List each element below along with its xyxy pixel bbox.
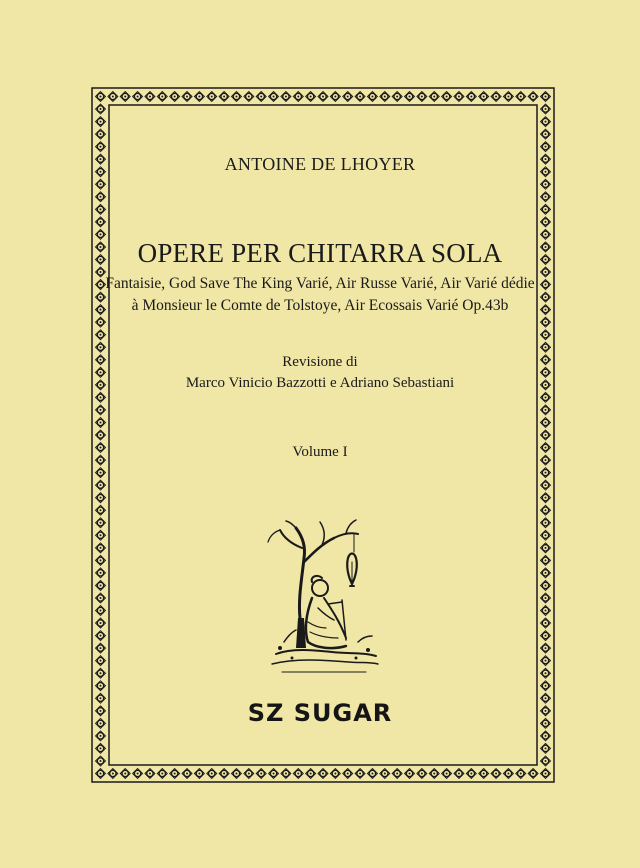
border-ornament-dot [371, 773, 373, 775]
border-ornament-dot [100, 534, 102, 536]
border-ornament-dot [545, 697, 547, 699]
border-ornament-dot [100, 133, 102, 135]
border-ornament-dot [347, 96, 349, 98]
border-ornament-dot [545, 396, 547, 398]
border-ornament-dot [100, 121, 102, 123]
border-ornament-dot [545, 133, 547, 135]
border-ornament-dot [310, 96, 312, 98]
border-ornament-dot [545, 447, 547, 449]
border-ornament-dot [545, 584, 547, 586]
border-ornament-dot [520, 96, 522, 98]
border-ornament-dot [100, 346, 102, 348]
border-ornament-dot [545, 271, 547, 273]
border-ornament-dot [433, 773, 435, 775]
border-ornament-dot [100, 760, 102, 762]
border-ornament-dot [545, 146, 547, 148]
border-ornament-dot [100, 584, 102, 586]
border-ornament-dot [100, 735, 102, 737]
border-ornament-dot [100, 773, 102, 775]
border-ornament-dot [545, 334, 547, 336]
border-ornament-dot [235, 773, 237, 775]
border-ornament-dot [161, 96, 163, 98]
author-name: ANTOINE DE LHOYER [224, 154, 416, 174]
border-ornament-dot [384, 773, 386, 775]
border-ornament-dot [359, 773, 361, 775]
border-ornament-dot [100, 421, 102, 423]
volume-label: Volume I [292, 444, 348, 460]
border-ornament-dot [174, 96, 176, 98]
border-ornament-dot [100, 509, 102, 511]
border-ornament-dot [545, 108, 547, 110]
border-ornament-dot [495, 773, 497, 775]
border-ornament-dot [211, 773, 213, 775]
border-ornament-dot [186, 96, 188, 98]
border-ornament-dot [545, 171, 547, 173]
border-ornament-dot [470, 773, 472, 775]
border-ornament-dot [421, 96, 423, 98]
border-ornament-dot [100, 208, 102, 210]
border-ornament-dot [545, 635, 547, 637]
border-ornament-dot [100, 610, 102, 612]
border-ornament-dot [545, 183, 547, 185]
border-ornament-dot [235, 96, 237, 98]
border-ornament-dot [545, 371, 547, 373]
border-ornament-dot [100, 572, 102, 574]
border-ornament-dot [545, 346, 547, 348]
border-ornament-dot [285, 96, 287, 98]
border-ornament-dot [322, 96, 324, 98]
border-ornament-dot [100, 722, 102, 724]
border-ornament-dot [100, 622, 102, 624]
border-ornament-dot [137, 773, 139, 775]
border-ornament-dot [545, 309, 547, 311]
border-ornament-dot [545, 221, 547, 223]
border-ornament-dot [545, 158, 547, 160]
subtitle-line-2: à Monsieur le Comte de Tolstoye, Air Ecossais Varié Op.43b [131, 297, 509, 314]
border-ornament-dot [100, 685, 102, 687]
border-ornament-dot [260, 96, 262, 98]
border-ornament-dot [545, 747, 547, 749]
border-ornament-dot [545, 321, 547, 323]
border-ornament-dot [507, 773, 509, 775]
border-ornament-dot [371, 96, 373, 98]
border-ornament-dot [545, 472, 547, 474]
border-ornament-dot [359, 96, 361, 98]
border-ornament-dot [545, 735, 547, 737]
border-ornament-dot [545, 559, 547, 561]
border-ornament-dot [495, 96, 497, 98]
book-title: OPERE PER CHITARRA SOLA [137, 238, 503, 268]
border-ornament-dot [100, 484, 102, 486]
border-ornament-dot [384, 96, 386, 98]
border-ornament-dot [100, 321, 102, 323]
border-ornament-dot [520, 773, 522, 775]
border-ornament-dot [545, 622, 547, 624]
border-ornament-dot [545, 610, 547, 612]
border-ornament-dot [545, 233, 547, 235]
border-ornament-dot [124, 96, 126, 98]
border-ornament-dot [545, 685, 547, 687]
border-ornament-dot [545, 296, 547, 298]
border-ornament-dot [545, 547, 547, 549]
border-ornament-dot [545, 434, 547, 436]
border-ornament-dot [100, 233, 102, 235]
border-ornament-dot [433, 96, 435, 98]
border-ornament-dot [100, 660, 102, 662]
border-ornament-dot [248, 773, 250, 775]
border-ornament-dot [545, 773, 547, 775]
border-ornament-dot [545, 722, 547, 724]
border-ornament-dot [409, 96, 411, 98]
border-ornament-dot [100, 547, 102, 549]
border-ornament-dot [124, 773, 126, 775]
border-ornament-dot [545, 459, 547, 461]
border-ornament-dot [100, 472, 102, 474]
border-ornament-dot [100, 96, 102, 98]
border-ornament-dot [100, 396, 102, 398]
border-ornament-dot [297, 96, 299, 98]
border-ornament-dot [149, 96, 151, 98]
border-ornament-dot [198, 773, 200, 775]
border-ornament-dot [100, 221, 102, 223]
border-ornament-dot [532, 773, 534, 775]
border-ornament-dot [396, 773, 398, 775]
border-ornament-dot [545, 96, 547, 98]
border-ornament-dot [322, 773, 324, 775]
border-ornament-dot [507, 96, 509, 98]
border-ornament-dot [100, 747, 102, 749]
border-ornament-dot [248, 96, 250, 98]
border-ornament-dot [545, 572, 547, 574]
border-ornament-dot [100, 672, 102, 674]
tree-musician-engraving [262, 518, 382, 678]
border-ornament-dot [100, 647, 102, 649]
border-ornament-dot [112, 773, 114, 775]
border-ornament-dot [545, 196, 547, 198]
border-ornament-dot [396, 96, 398, 98]
border-ornament-dot [100, 635, 102, 637]
border-ornament-dot [100, 559, 102, 561]
border-ornament-dot [421, 773, 423, 775]
border-ornament-dot [112, 96, 114, 98]
border-ornament-dot [100, 409, 102, 411]
border-ornament-dot [149, 773, 151, 775]
border-ornament-dot [297, 773, 299, 775]
border-ornament-dot [186, 773, 188, 775]
border-ornament-dot [545, 384, 547, 386]
border-ornament-dot [223, 773, 225, 775]
border-ornament-dot [483, 96, 485, 98]
border-ornament-dot [100, 497, 102, 499]
border-ornament-dot [409, 773, 411, 775]
border-ornament-dot [446, 96, 448, 98]
border-ornament-dot [100, 697, 102, 699]
border-ornament-dot [545, 672, 547, 674]
border-ornament-dot [545, 522, 547, 524]
border-ornament-dot [545, 647, 547, 649]
border-ornament-dot [100, 710, 102, 712]
border-ornament-dot [161, 773, 163, 775]
border-ornament-dot [545, 710, 547, 712]
border-ornament-dot [446, 773, 448, 775]
border-ornament-dot [545, 359, 547, 361]
border-ornament-dot [273, 773, 275, 775]
border-ornament-dot [532, 96, 534, 98]
border-ornament-dot [174, 773, 176, 775]
border-ornament-dot [310, 773, 312, 775]
border-ornament-dot [545, 509, 547, 511]
border-ornament-dot [100, 196, 102, 198]
border-ornament-dot [545, 421, 547, 423]
subtitle [100, 273, 540, 317]
border-ornament-dot [100, 434, 102, 436]
border-ornament-dot [347, 773, 349, 775]
border-ornament-dot [545, 121, 547, 123]
subtitle-line-1: Fantaisie, God Save The King Varié, Air Russe Varié, Air Varié dédie [105, 275, 535, 292]
border-ornament-dot [545, 258, 547, 260]
border-ornament-dot [100, 597, 102, 599]
border-ornament-dot [273, 96, 275, 98]
border-ornament-dot [545, 534, 547, 536]
border-ornament-dot [545, 597, 547, 599]
border-ornament-dot [285, 773, 287, 775]
revision-label: Revisione di [282, 354, 358, 370]
border-ornament-dot [223, 96, 225, 98]
border-ornament-dot [100, 183, 102, 185]
border-ornament-dot [211, 96, 213, 98]
border-ornament-dot [470, 96, 472, 98]
border-ornament-dot [100, 334, 102, 336]
revision-credits [100, 352, 540, 394]
border-ornament-dot [137, 96, 139, 98]
border-ornament-dot [545, 409, 547, 411]
revisers-names: Marco Vinicio Bazzotti e Adriano Sebastiani [185, 375, 455, 391]
border-ornament-dot [260, 773, 262, 775]
border-ornament-dot [198, 96, 200, 98]
border-ornament-dot [545, 284, 547, 286]
border-ornament-dot [545, 660, 547, 662]
border-ornament-dot [458, 96, 460, 98]
border-ornament-dot [483, 773, 485, 775]
publisher-logo: SZ SUGAR [247, 699, 393, 727]
border-ornament-dot [545, 246, 547, 248]
border-ornament-dot [545, 497, 547, 499]
border-ornament-dot [100, 522, 102, 524]
border-ornament-dot [545, 208, 547, 210]
border-ornament-dot [334, 96, 336, 98]
border-ornament-dot [100, 146, 102, 148]
border-ornament-dot [545, 484, 547, 486]
border-ornament-dot [545, 760, 547, 762]
border-ornament-dot [334, 773, 336, 775]
border-ornament-dot [100, 108, 102, 110]
border-ornament-dot [458, 773, 460, 775]
